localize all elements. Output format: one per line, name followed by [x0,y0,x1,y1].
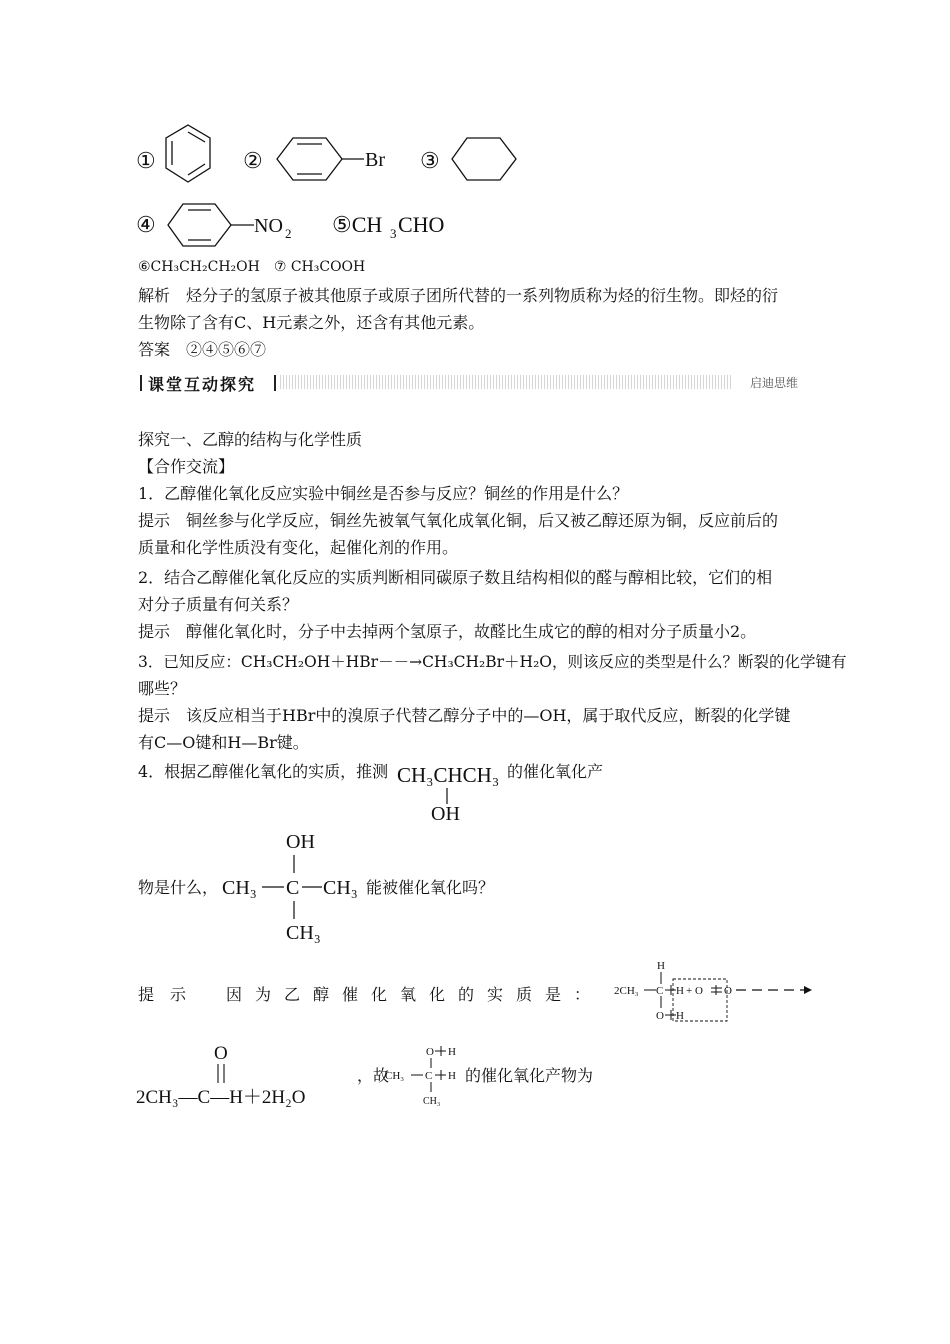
tert-butanol-ch3-left: CH₃ [222,877,257,899]
analysis-line-1: 解析 烃分子的氢原子被其他原子或原子团所代替的一系列物质称为烃的衍生物。即烃的衍 [138,286,779,305]
hint-4-mid: ，故 [357,1066,390,1085]
section-bar-right-label: 启迪思维 [749,376,798,390]
section-bar-divider [274,375,276,391]
nitro-subscript: 2 [285,226,292,241]
nitro-label: NO [254,215,283,237]
section-bar-pattern [280,375,732,389]
oxidation-mechanism [612,955,817,1025]
question-4-suffix: 的催化氧化产 [507,762,604,781]
alc-h-right: H [448,1070,456,1082]
mech-plus-o: + O [686,985,703,997]
hint-3-line-1: 提示 该反应相当于HBr中的溴原子代替乙醇分子中的—OH，属于取代反应，断裂的化学键 [138,706,791,725]
isopropanol-mechanism [383,1040,473,1110]
question-4-prefix: 4．根据乙醇催化氧化的实质，推测 [138,762,389,781]
options-row-2 [130,200,530,255]
tert-butanol-oh: OH [286,831,315,853]
hint-1-line-2: 质量和化学性质没有变化，起催化剂的作用。 [138,538,459,557]
hint-4-text: 因为乙醇催化氧化的实质是： [226,985,604,1004]
nitrobenzene-structure [168,204,254,246]
section-bar-tick [140,375,142,391]
alc-ch3-bottom: CH₃ [423,1096,441,1107]
section-bar [138,372,812,394]
analysis-line-2: 生物除了含有C、H元素之外，还含有其他元素。 [138,313,485,332]
question-3-line-1: 3．已知反应：CH₃CH₂OH＋HBr－－→CH₃CH₂Br＋H₂O，则该反应的类型是什么？断裂的化学键有 [138,653,847,671]
option-5-subscript: 3 [390,226,397,241]
options-row-3: ⑥CH₃CH₂CH₂OH ⑦ CH₃COOH [138,259,366,275]
hint-2: 提示 醇催化氧化时，分子中去掉两个氢原子，故醛比生成它的醇的相对分子质量小2。 [138,622,757,641]
question-1: 1．乙醇催化氧化反应实验中铜丝是否参与反应？铜丝的作用是什么？ [138,484,629,503]
question-2-line-1: 2．结合乙醇催化氧化反应的实质判断相同碳原子数且结构相似的醛与醇相比较，它们的相 [138,568,773,587]
tert-butanol-ch3-bottom: CH₃ [286,922,321,944]
question-4-line2-suffix: 能被催化氧化吗？ [366,878,495,897]
mech-h-bottom: H [676,1010,684,1022]
options-row-1 [130,120,530,195]
cooperation-heading: 【合作交流】 [138,457,235,476]
mech-o-bottom: O [656,1010,664,1022]
tert-butanol-ch3-right: CH₃ [323,877,358,899]
alc-c: C [425,1070,433,1082]
product-formula: 2CH₃—C—H＋2H₂O [136,1087,306,1108]
tert-butanol-c: C [286,877,300,899]
option-5-rest: CHO [398,212,445,237]
mech-2ch3: 2CH₃ [614,985,639,997]
hint-4-label: 提示 [138,985,203,1004]
explore-title: 探究一、乙醇的结构与化学性质 [138,430,363,449]
bromobenzene-structure [277,138,364,180]
mech-h-top: H [657,960,665,972]
option-5-formula: ⑤CH [332,212,383,237]
option-4-number: ④ [136,212,156,237]
oxidation-product [136,1040,366,1110]
option-3-number: ③ [420,148,440,173]
cyclohexane-structure [452,138,516,180]
question-3-line-2: 哪些？ [138,679,187,698]
alc-ch3: CH₃ [385,1070,405,1082]
mech-c: C [656,985,664,997]
bromine-label: Br [365,149,385,171]
alc-h-top: H [448,1046,456,1058]
question-4-line2-prefix: 物是什么， [138,878,219,897]
isopropanol-oh: OH [431,803,460,825]
isopropanol-main: CH₃CHCH₃ [397,763,500,787]
answer: 答案 ②④⑤⑥⑦ [138,340,267,359]
alc-oh: O [426,1046,434,1058]
benzene-structure [166,125,210,182]
option-1-number: ① [136,148,156,173]
hint-1-line-1: 提示 铜丝参与化学反应，铜丝先被氧气氧化成氧化铜，后又被乙醇还原为铜，反应前后的 [138,511,779,530]
option-2-number: ② [243,148,263,173]
mech-h-right: H [676,985,684,997]
product-o: O [214,1043,228,1064]
mech-eq-o: O [724,985,732,997]
hint-3-line-2: 有C—O键和H—Br键。 [138,733,309,752]
question-2-line-2: 对分子质量有何关系？ [138,595,299,614]
section-title: 课堂互动探究 [148,375,257,394]
hint-4-tail: 的催化氧化产物为 [465,1066,594,1085]
